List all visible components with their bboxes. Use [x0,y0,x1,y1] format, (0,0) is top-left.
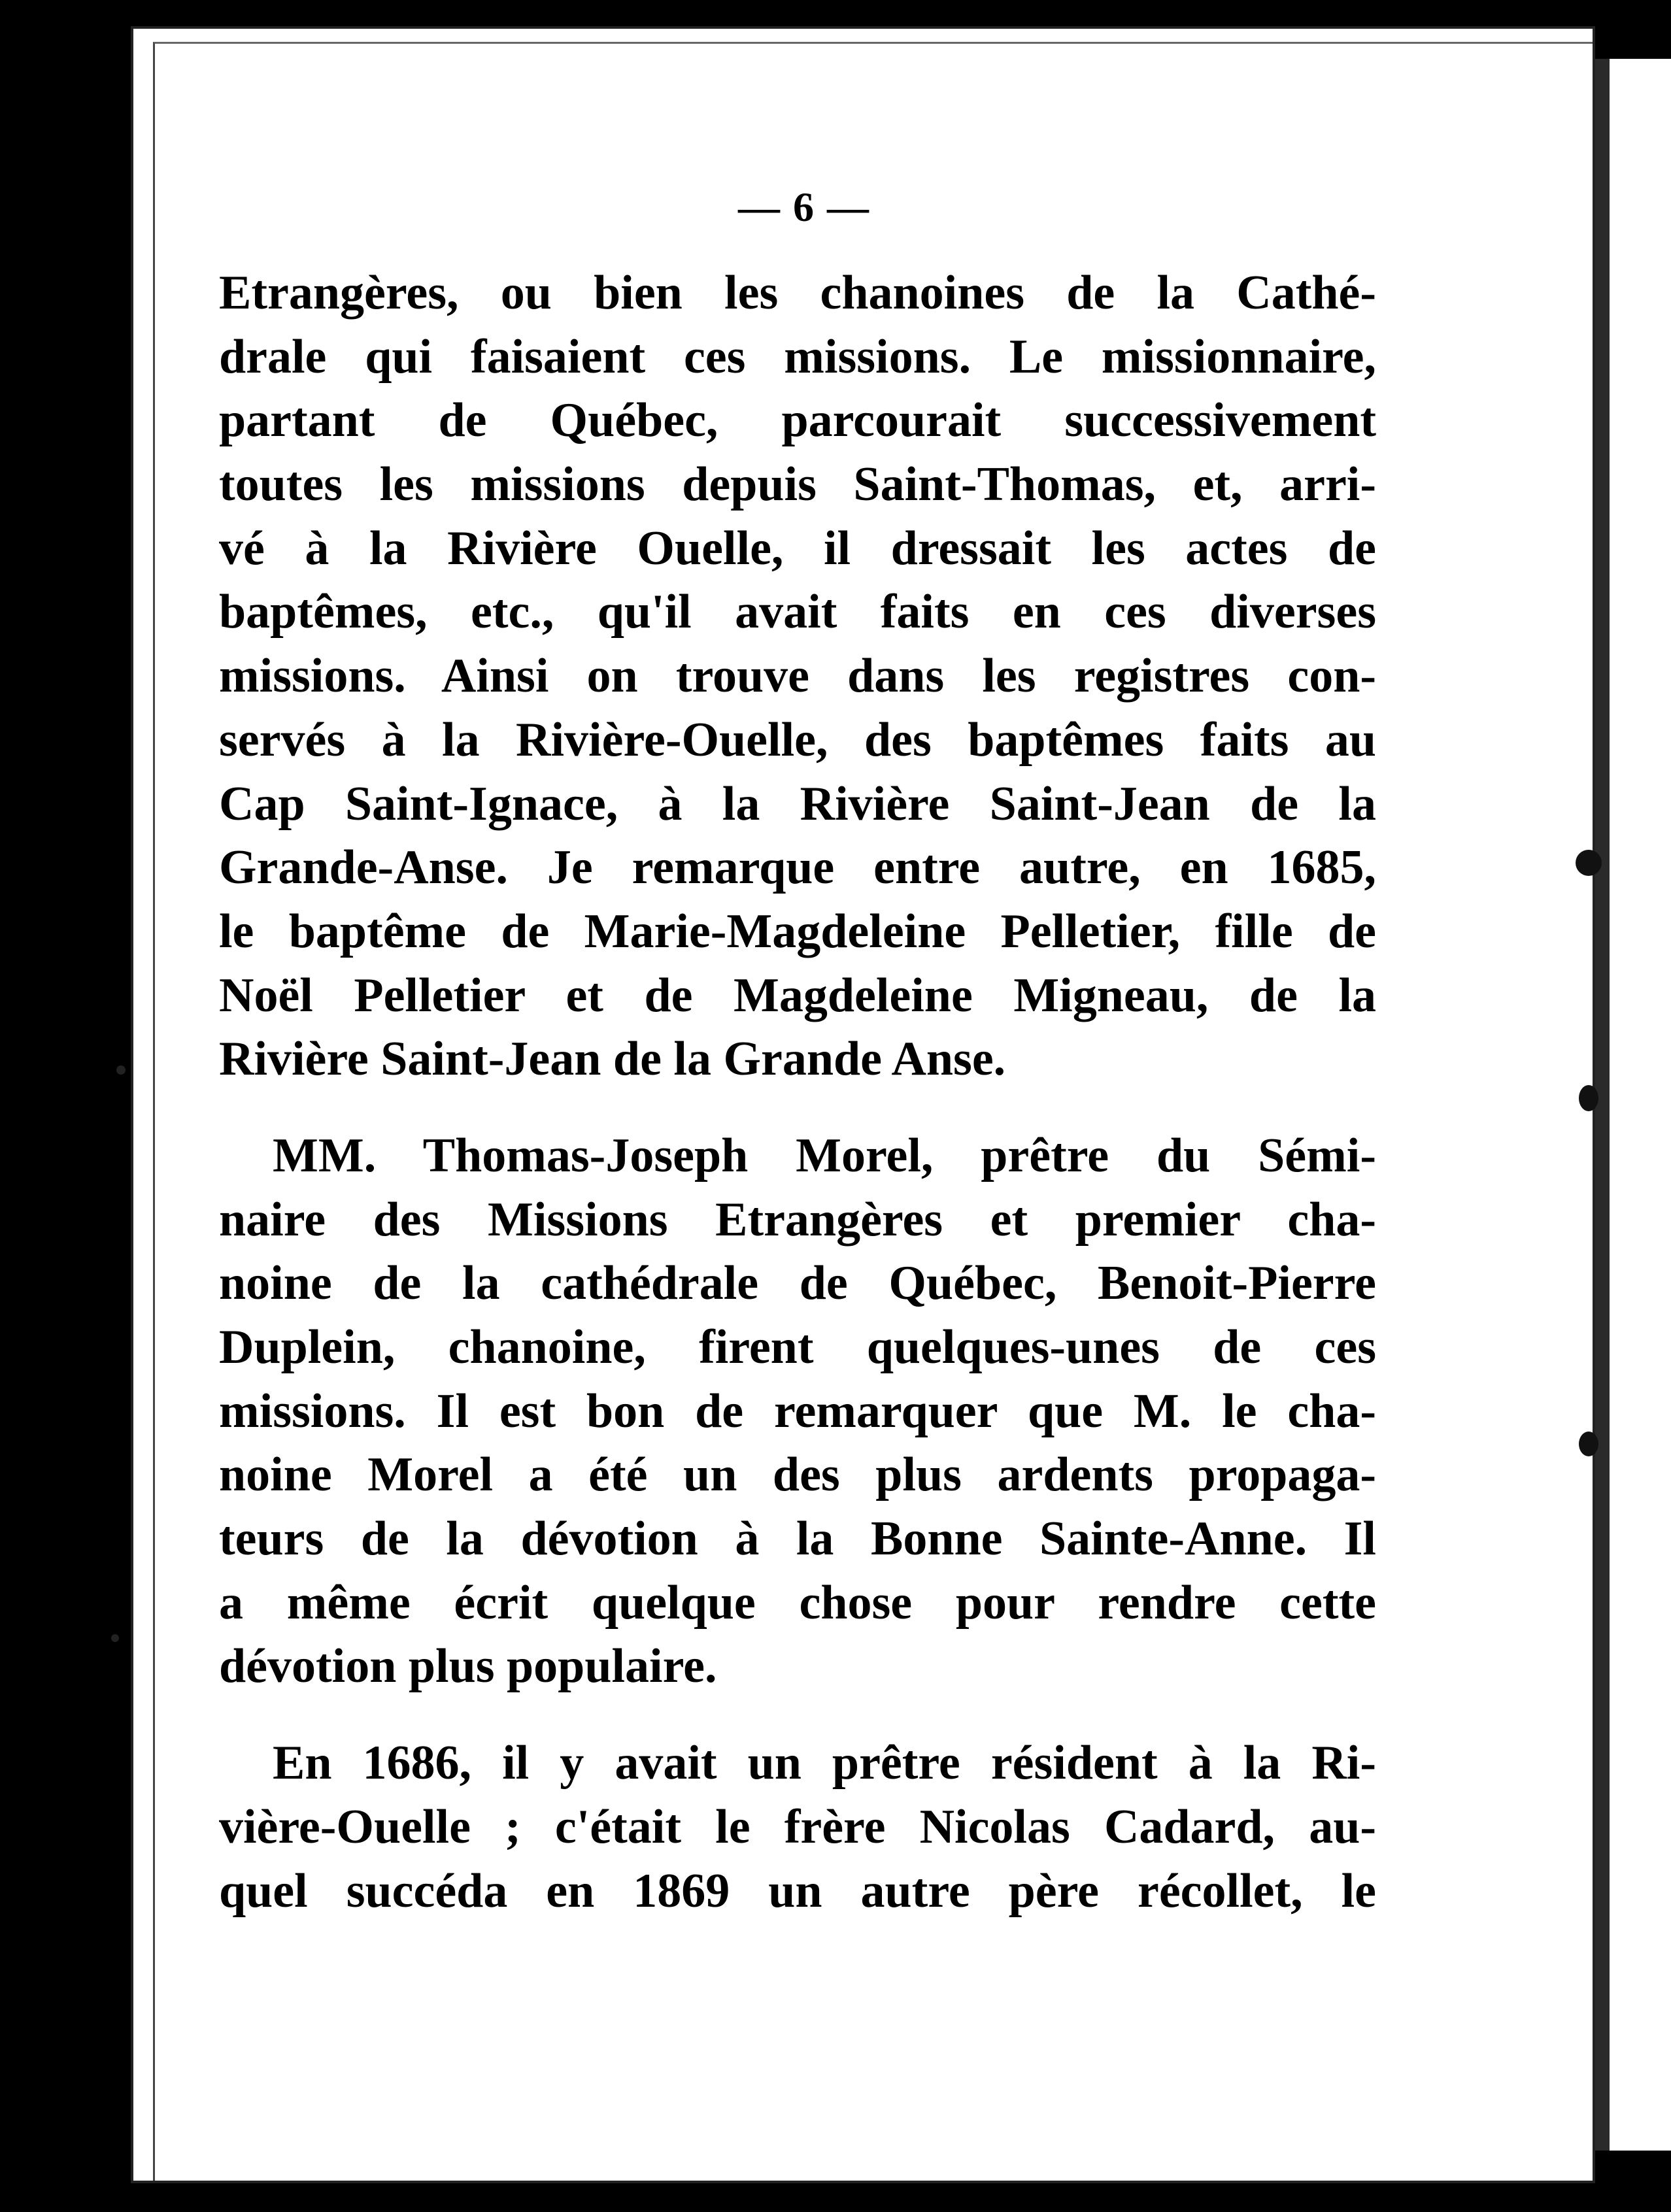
text-line: servés à la Rivière-Ouelle, des baptêmes faits au [219,712,1376,767]
text-line: missions. Il est bon de remarquer que M. le cha- [219,1384,1376,1438]
adjacent-page-edge [1595,59,1671,2151]
text-line: dévotion plus populaire. [219,1639,717,1694]
text-line: Noël Pelletier et de Magdeleine Migneau, de la [219,968,1376,1022]
scan-speck [116,1065,126,1075]
text-line: noine Morel a été un des plus ardents propaga- [219,1448,1376,1502]
text-line: noine de la cathédrale de Québec, Benoit-Pierre [219,1256,1376,1311]
page-number: — 6 — [738,184,870,230]
text-line: toutes les missions depuis Saint-Thomas, et, arri- [219,458,1376,512]
text-line: vière-Ouelle ; c'était le frère Nicolas Cadard, au- [219,1800,1376,1854]
text-line: a même écrit quelque chose pour rendre cette [219,1575,1376,1630]
text-line: le baptême de Marie-Magdeleine Pelletier, fille de [219,904,1376,958]
text-line: quel succéda en 1869 un autre père récollet, le [219,1864,1376,1918]
scan-speck [1579,1432,1598,1456]
paragraph [219,1124,1376,1699]
text-line: missions. Ainsi on trouve dans les registres con- [219,649,1376,703]
text-line: vé à la Rivière Ouelle, il dressait les actes de [219,521,1376,575]
text-line: Duplein, chanoine, firent quelques-unes de ces [219,1320,1376,1374]
text-line: En 1686, il y avait un prêtre résident à la Ri- [273,1736,1376,1790]
scan-speck [1576,850,1602,876]
paragraph [219,261,1376,1092]
text-line: teurs de la dévotion à la Bonne Sainte-Anne. Il [219,1512,1376,1566]
text-line: naire des Missions Etrangères et premier cha- [219,1192,1376,1247]
text-line: drale qui faisaient ces missions. Le missionnaire, [219,329,1376,384]
text-line: MM. Thomas-Joseph Morel, prêtre du Sémi- [273,1128,1376,1182]
paragraph-gap [219,1092,1376,1124]
body-text [219,261,1376,1923]
scan-speck [1579,1085,1598,1111]
text-line: Rivière Saint-Jean de la Grande Anse. [219,1032,1006,1086]
paragraph-gap [219,1699,1376,1732]
text-line: Grande-Anse. Je remarque entre autre, en 1685, [219,841,1376,895]
text-line: Cap Saint-Ignace, à la Rivière Saint-Jean de la [219,777,1376,831]
paragraph [219,1732,1376,1923]
scan-speck [111,1634,119,1642]
text-line: baptêmes, etc., qu'il avait faits en ces diverses [219,585,1376,639]
text-line: partant de Québec, parcourait successivement [219,394,1376,448]
text-line: Etrangères, ou bien les chanoines de la Cathé- [219,266,1376,320]
